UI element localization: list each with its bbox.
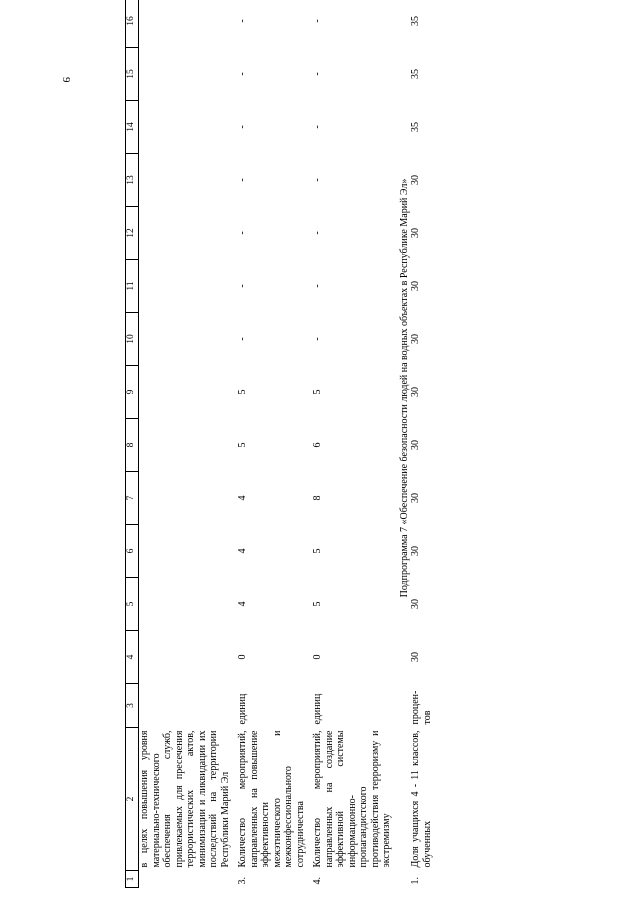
value-cell: 4 [237, 548, 248, 554]
header-cell: 5 [126, 578, 139, 631]
value-cell: 5 [237, 442, 248, 448]
value-cell: - [312, 19, 323, 23]
header-cell: 3 [126, 684, 139, 728]
table-row [237, 0, 306, 888]
header-cell: 4 [126, 631, 139, 684]
value-cell [139, 48, 232, 101]
value-cell [139, 207, 232, 260]
header-cell: 14 [126, 101, 139, 154]
value-cell: 0 [312, 654, 323, 660]
header-cell: 11 [126, 260, 139, 313]
value-cell [139, 525, 232, 578]
header-cell: 1 [126, 871, 139, 888]
value-cell: - [237, 337, 248, 341]
value-cell: 30 [410, 493, 421, 503]
unit-cell: единиц [237, 693, 248, 725]
value-cell: 8 [312, 495, 323, 501]
value-cell: 30 [410, 599, 421, 609]
value-cell [139, 419, 232, 472]
header-cell: 8 [126, 419, 139, 472]
value-cell: 35 [410, 69, 421, 79]
value-cell: - [237, 19, 248, 23]
spacer-cell [433, 0, 439, 888]
value-cell: - [237, 72, 248, 76]
indicator-name: в целях повышения уровня материально-технического обеспечения служб, привлекаемых для пресечения террористических актов, минимизации и ликвидации их последствий на территории Республики Марий Эл [139, 730, 231, 868]
value-cell [139, 154, 232, 207]
value-cell [139, 0, 232, 48]
table-row [410, 0, 433, 888]
header-cell: 9 [126, 366, 139, 419]
table-row [139, 0, 232, 888]
row-number: 3. [237, 877, 248, 885]
row-number: 4. [312, 877, 323, 885]
value-cell: 5 [312, 389, 323, 395]
unit-cell: единиц [312, 693, 323, 725]
indicators-table [125, 0, 439, 888]
indicators-table-frame [125, 16, 510, 888]
value-cell: 35 [410, 16, 421, 26]
value-cell: - [312, 178, 323, 182]
page-number: 9 [60, 77, 72, 83]
value-cell: - [237, 231, 248, 235]
value-cell: 5 [237, 389, 248, 395]
value-cell: 5 [312, 601, 323, 607]
value-cell: - [237, 284, 248, 288]
value-cell: - [312, 231, 323, 235]
indicator-name: Количество мероприятий, направленных на создание эффективной системы информационно-пропагандистского противодействия терроризму и экстремизму [312, 730, 392, 868]
table-row [312, 0, 393, 888]
row-spacer [433, 0, 439, 888]
header-cell: 13 [126, 154, 139, 207]
value-cell: 30 [410, 175, 421, 185]
value-cell: 4 [237, 601, 248, 607]
value-cell: 35 [410, 122, 421, 132]
subprogram-title: Подпрограмма 7 «Обеспечение безопасности людей на водных объектах в Республике Марий Эл» [398, 178, 410, 598]
value-cell: 30 [410, 440, 421, 450]
value-cell [139, 260, 232, 313]
indicator-name: Доля учащихся 4 - 11 классов, обученных [410, 730, 433, 868]
value-cell: - [312, 284, 323, 288]
row-number: 1. [410, 877, 421, 885]
header-cell: 7 [126, 472, 139, 525]
value-cell: 4 [237, 495, 248, 501]
header-cell: 15 [126, 48, 139, 101]
subprogram-row [399, 0, 411, 888]
value-cell: 30 [410, 387, 421, 397]
value-cell [139, 631, 232, 684]
value-cell: - [237, 125, 248, 129]
value-cell: 6 [312, 442, 323, 448]
indicator-name: Количество мероприятий, направленных на повышение эффективности межэтнического и межконфессионального сотрудничества [237, 730, 306, 868]
value-cell: 30 [410, 652, 421, 662]
value-cell [139, 578, 232, 631]
value-cell: 30 [410, 228, 421, 238]
value-cell [139, 313, 232, 366]
header-cell: 16 [126, 0, 139, 48]
value-cell: 30 [410, 334, 421, 344]
value-cell: - [312, 125, 323, 129]
header-cell: 12 [126, 207, 139, 260]
value-cell [139, 101, 232, 154]
value-cell: - [312, 337, 323, 341]
header-cell: 6 [126, 525, 139, 578]
header-cell: 2 [126, 728, 139, 871]
row-number [139, 871, 232, 888]
header-row [126, 0, 139, 888]
unit-cell: процен-тов [410, 690, 433, 725]
value-cell: 0 [237, 654, 248, 660]
value-cell: 30 [410, 546, 421, 556]
unit-cell [139, 684, 232, 728]
value-cell: - [237, 178, 248, 182]
value-cell: 5 [312, 548, 323, 554]
value-cell [139, 472, 232, 525]
value-cell: 30 [410, 281, 421, 291]
header-cell: 10 [126, 313, 139, 366]
value-cell: - [312, 72, 323, 76]
value-cell [139, 366, 232, 419]
